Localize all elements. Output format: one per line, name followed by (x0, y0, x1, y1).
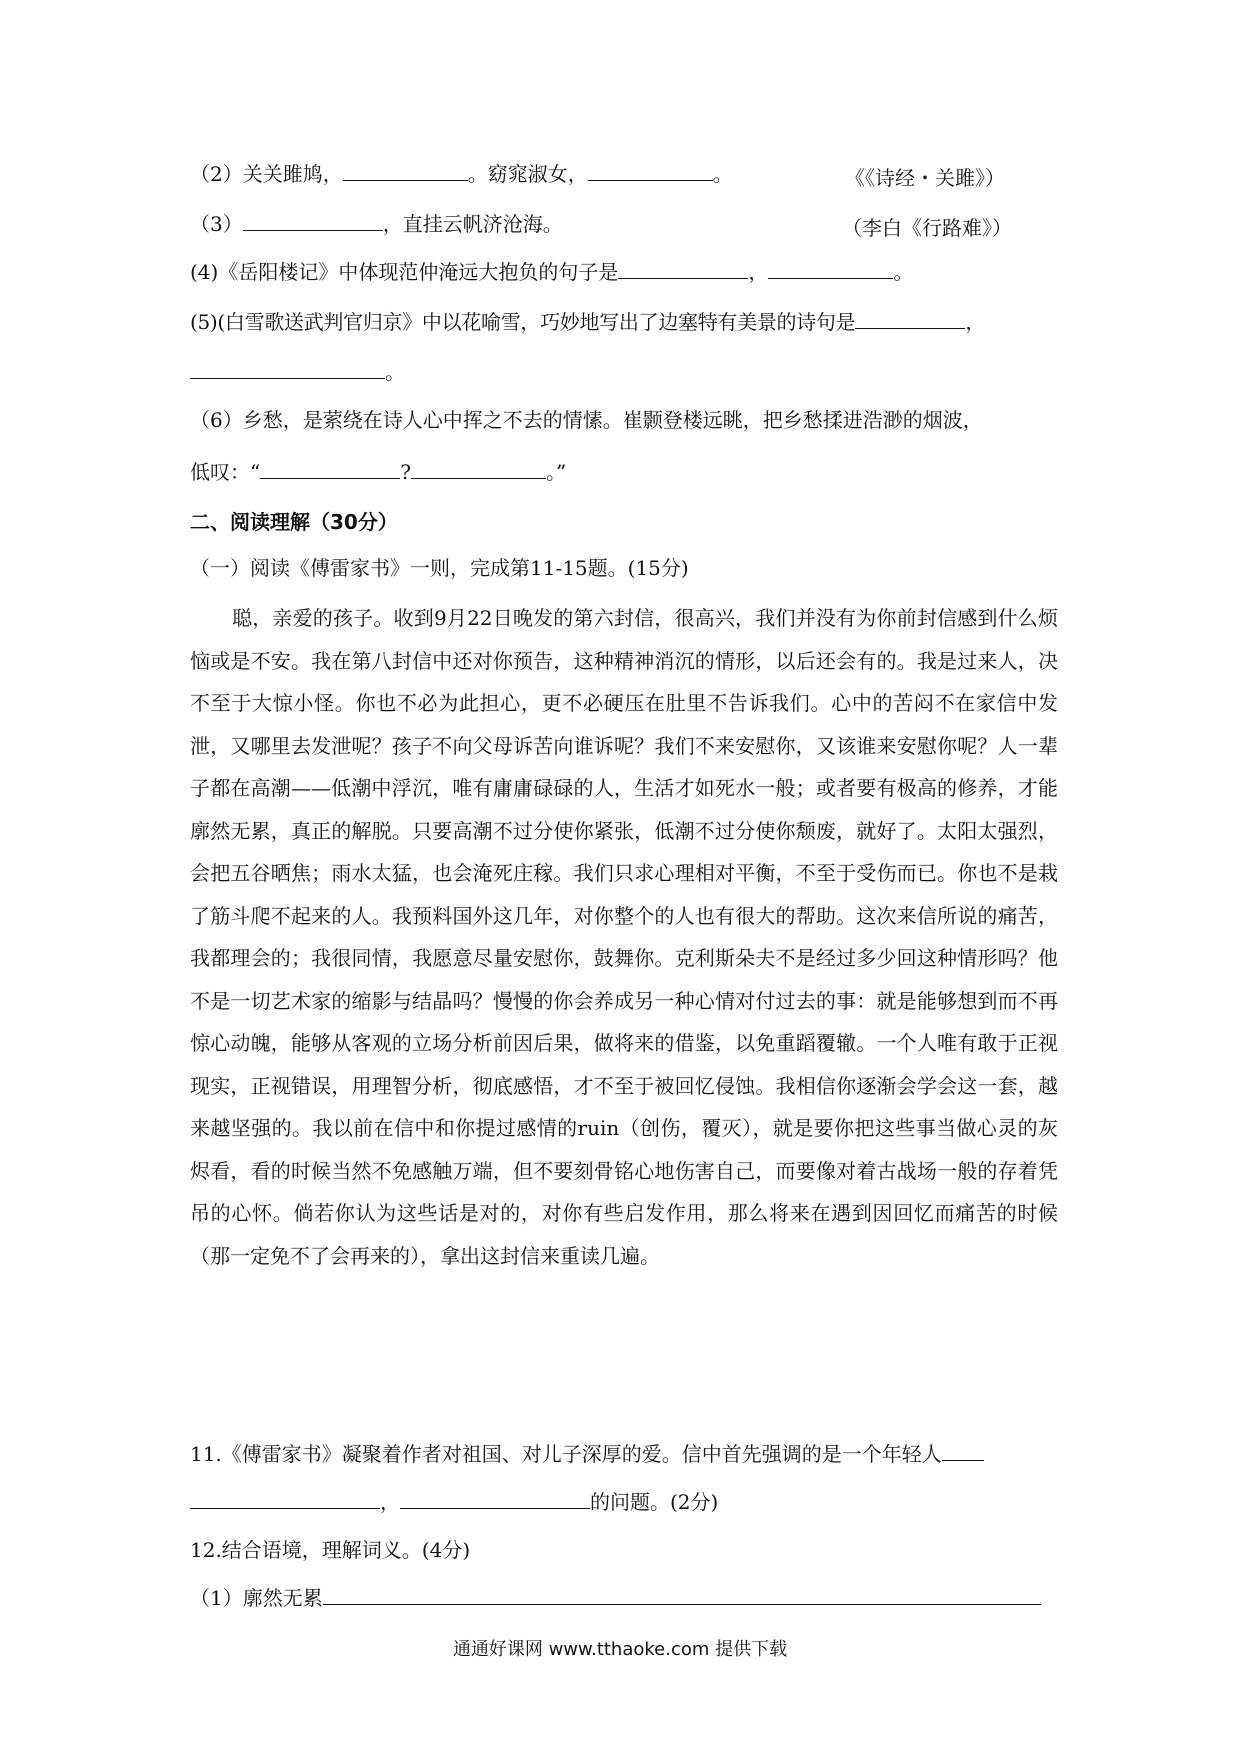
q6-blank-1[interactable] (260, 460, 400, 479)
q2-prefix: （2）关关雎鸠， (190, 162, 343, 186)
q5-end: 。 (385, 360, 405, 384)
question-5 (190, 310, 985, 334)
q4-end: 。 (893, 260, 914, 284)
q4-prefix: (4)《岳阳楼记》中体现范仲淹远大抱负的句子是 (190, 260, 619, 284)
q2-reference: 《《诗经・关雎》） (845, 166, 1005, 190)
q2-blank-2[interactable] (588, 162, 713, 181)
q3-prefix: （3） (190, 212, 243, 236)
q11-text: 11.《傅雷家书》凝聚着作者对祖国、对儿子深厚的爱。信中首先强调的是一个年轻人 (190, 1442, 942, 1466)
section-2-part-1: （一）阅读《傅雷家书》一则，完成第11-15题。(15分) (190, 556, 689, 580)
question-11-line2 (190, 1490, 718, 1514)
q4-blank-2[interactable] (768, 260, 893, 279)
q4-mid: ， (748, 260, 769, 284)
q12-item1-blank[interactable] (323, 1586, 1041, 1605)
q5-blank-1[interactable] (855, 310, 965, 329)
q11-blank-1[interactable] (942, 1442, 984, 1461)
q6-mid: ? (400, 460, 411, 484)
q6-prefix: 低叹：“ (190, 460, 261, 484)
question-6-line2 (190, 460, 566, 484)
q11-mid: ， (380, 1490, 400, 1514)
q5-mid: ， (965, 310, 986, 334)
q4-blank-1[interactable] (618, 260, 748, 279)
q5-prefix: (5)(白雪歌送武判官归京》中以花喻雪，巧妙地写出了边塞特有美景的诗句是 (190, 310, 856, 334)
question-6-line1: （6）乡愁，是萦绕在诗人心中挥之不去的情愫。崔颢登楼远眺，把乡愁揉进浩渺的烟波， (190, 408, 983, 432)
question-4 (190, 260, 913, 284)
question-3 (190, 212, 563, 236)
q2-mid: 。窈窕淑女， (467, 162, 588, 186)
question-5-line2 (190, 360, 405, 384)
q11-blank-2[interactable] (190, 1490, 380, 1509)
q6-blank-2[interactable] (411, 460, 546, 479)
q11-blank-3[interactable] (400, 1490, 590, 1509)
q6-end: 。” (545, 460, 567, 484)
page-footer: 通通好课网 www.tthaoke.com 提供下载 (452, 1639, 788, 1660)
q3-blank-1[interactable] (243, 212, 383, 231)
section-2-title: 二、阅读理解（30分） (190, 510, 398, 534)
question-12-item-1 (190, 1586, 1041, 1610)
q2-blank-1[interactable] (343, 162, 468, 181)
q3-mid: ，直挂云帆济沧海。 (382, 212, 563, 236)
question-12-title: 12.结合语境，理解词义。(4分) (190, 1538, 471, 1562)
letter-passage: 聪，亲爱的孩子。收到9月22日晚发的第六封信，很高兴，我们并没有为你前封信感到什么烦恼或是不安。我在第八封信中还对你预告，这种精神消沉的情形，以后还会有的。我是过来人，决不至于大惊小怪。你也不必为此担心，更不必硬压在肚里不告诉我们。心中的苦闷不在家信中发泄，又哪里去发泄呢？孩子不向父母诉苦向谁诉呢？我们不来安慰你，又该谁来安慰你呢？人一辈子都在高潮——低潮中浮沉，唯有庸庸碌碌的人，生活才如死水一般；或者要有极高的修养，才能廓然无累，真正的解脱。只要高潮不过分使你紧张，低潮不过分使你颓废，就好了。太阳太强烈，会把五谷晒焦；雨水太猛，也会淹死庄稼。我们只求心理相对平衡，不至于受伤而已。你也不是栽了筋斗爬不起来的人。我预料国外这几年，对你整个的人也有很大的帮助。这次来信所说的痛苦，我都理会的；我很同情，我愿意尽量安慰你，鼓舞你。克利斯朵夫不是经过多少回这种情形吗？他不是一切艺术家的缩影与结晶吗？慢慢的你会养成另一种心情对付过去的事：就是能够想到而不再惊心动魄，能够从客观的立场分析前因后果，做将来的借鉴，以免重蹈覆辙。一个人唯有敢于正视现实，正视错误，用理智分析，彻底感悟，才不至于被回忆侵蚀。我相信你逐渐会学会这一套，越来越坚强的。我以前在信中和你提过感情的ruin（创伤，覆灭），就是要你把这些事当做心灵的灰烬看，看的时候当然不免感触万端，但不要刻骨铭心地伤害自己，而要像对着古战场一般的存着凭吊的心怀。倘若你认为这些话是对的，对你有些启发作用，那么将来在遇到因回忆而痛苦的时候（那一定免不了会再来的），拿出这封信来重读几遍。 (190, 606, 1058, 1268)
question-11-line1 (190, 1442, 984, 1466)
q3-reference: （李白《行路难》） (842, 216, 1012, 240)
q2-end: 。 (712, 162, 733, 186)
question-2 (190, 162, 733, 186)
q11-end: 的问题。(2分) (590, 1490, 719, 1514)
q5-blank-2[interactable] (190, 360, 385, 379)
q12-item1-label: （1）廓然无累 (190, 1586, 323, 1610)
